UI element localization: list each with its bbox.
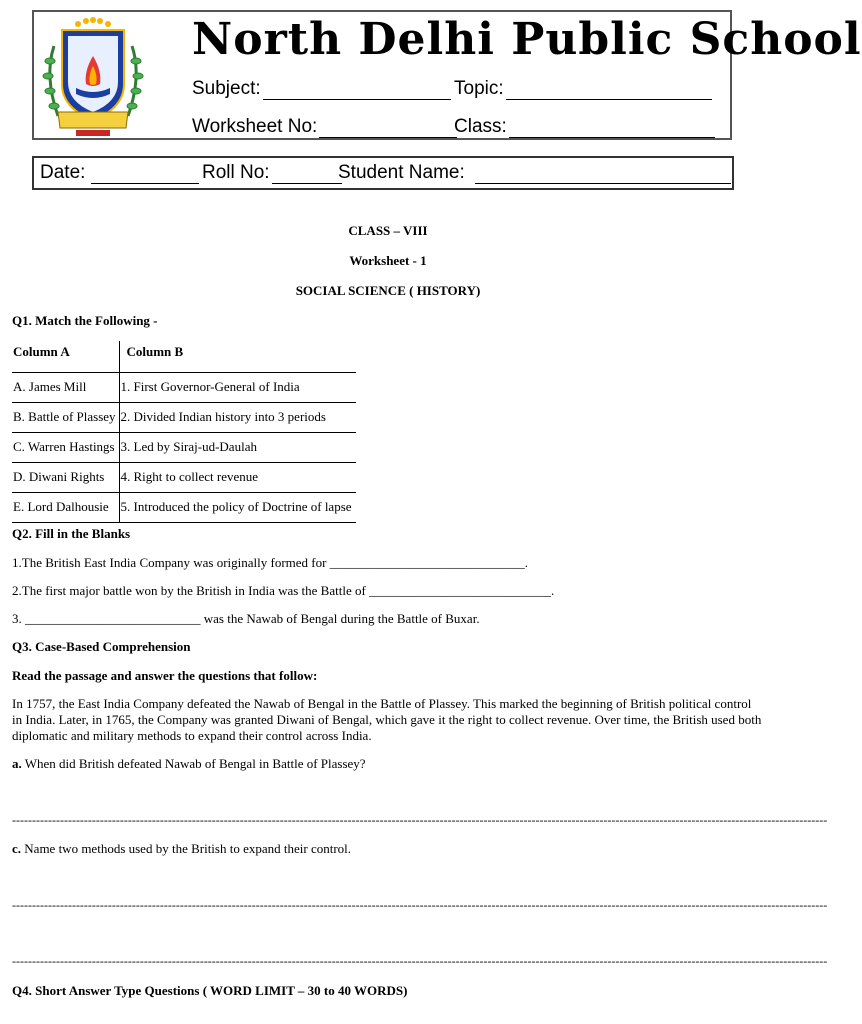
match-header-row xyxy=(12,341,356,372)
date-label: Date: xyxy=(40,162,86,183)
column-b-cell: 5. Introduced the policy of Doctrine of lapse xyxy=(119,492,356,522)
class-blank[interactable] xyxy=(509,119,715,138)
q2-heading: Q2. Fill in the Blanks xyxy=(12,526,131,541)
q3-question-c-label: c. xyxy=(12,841,22,856)
column-a-cell: E. Lord Dalhousie xyxy=(12,492,119,522)
column-a-cell: A. James Mill xyxy=(12,372,119,402)
fill-blank-item: 2.The first major battle won by the British in India was the Battle of ____________________________. xyxy=(12,583,555,598)
q3-question-a xyxy=(12,756,366,772)
table-row xyxy=(12,462,356,492)
match-table xyxy=(12,341,356,523)
table-row xyxy=(12,432,356,462)
subject-label: Subject: xyxy=(192,78,261,99)
worksheet-field[interactable] xyxy=(192,116,457,138)
column-b-cell: 2. Divided Indian history into 3 periods xyxy=(119,402,356,432)
header-box xyxy=(32,10,862,140)
subject-field[interactable] xyxy=(192,78,451,100)
class-label: Class: xyxy=(454,116,507,137)
roll-blank[interactable] xyxy=(272,165,342,184)
column-a-header: Column A xyxy=(12,341,119,372)
answer-line[interactable]: ------------------------------------------------------------------------------------------------------------------------------------------------------------------------------------------------------------ xyxy=(12,954,828,968)
subject-blank[interactable] xyxy=(263,81,451,100)
q3-passage: In 1757, the East India Company defeated the Nawab of Bengal in the Battle of Plassey. This marked the beginning of British political control in India. Later, in 1765, the Company was granted Diwani of Bengal, which gave it the right to collect revenue. Over time, the British used both diplomatic and military methods to expand their control across India. xyxy=(12,696,762,743)
answer-line[interactable]: ------------------------------------------------------------------------------------------------------------------------------------------------------------------------------------------------------------ xyxy=(12,813,828,827)
student-name-field[interactable] xyxy=(338,162,731,184)
q3-question-c-text: Name two methods used by the British to expand their control. xyxy=(24,841,352,856)
class-title: CLASS – VIII xyxy=(348,223,428,238)
worksheet-blank[interactable] xyxy=(319,119,457,138)
worksheet-label: Worksheet No: xyxy=(192,116,318,137)
date-field[interactable] xyxy=(40,162,199,184)
school-logo-icon xyxy=(40,16,146,138)
column-b-cell: 1. First Governor-General of India xyxy=(119,372,356,402)
worksheet-title: Worksheet - 1 xyxy=(349,253,427,268)
column-b-cell: 4. Right to collect revenue xyxy=(119,462,356,492)
student-name-blank[interactable] xyxy=(475,165,731,184)
student-info-box xyxy=(32,156,734,190)
fill-blank-item: 3. ___________________________ was the Nawab of Bengal during the Battle of Buxar. xyxy=(12,611,480,626)
q3-question-c xyxy=(12,841,351,857)
column-a-cell: C. Warren Hastings xyxy=(12,432,119,462)
school-name: North Delhi Public School xyxy=(192,14,862,65)
q4-heading: Q4. Short Answer Type Questions ( WORD LIMIT – 30 to 40 WORDS) xyxy=(12,983,408,998)
column-a-cell: D. Diwani Rights xyxy=(12,462,119,492)
q3-instruction: Read the passage and answer the questions that follow: xyxy=(12,668,318,683)
roll-label: Roll No: xyxy=(202,162,270,183)
column-a-cell: B. Battle of Plassey xyxy=(12,402,119,432)
column-b-header: Column B xyxy=(126,344,184,359)
date-blank[interactable] xyxy=(91,165,199,184)
q3-question-a-label: a. xyxy=(12,756,22,771)
student-name-label: Student Name: xyxy=(338,162,465,183)
answer-line[interactable]: ------------------------------------------------------------------------------------------------------------------------------------------------------------------------------------------------------------ xyxy=(12,898,828,912)
table-row xyxy=(12,372,356,402)
topic-blank[interactable] xyxy=(506,81,712,100)
q1-heading: Q1. Match the Following - xyxy=(12,313,158,328)
fill-blank-item: 1.The British East India Company was originally formed for ______________________________. xyxy=(12,555,528,570)
subject-title: SOCIAL SCIENCE ( HISTORY) xyxy=(295,283,481,298)
table-row xyxy=(12,492,356,522)
column-b-cell: 3. Led by Siraj-ud-Daulah xyxy=(119,432,356,462)
q3-heading: Q3. Case-Based Comprehension xyxy=(12,639,191,654)
q3-question-a-text: When did British defeated Nawab of Bengal in Battle of Plassey? xyxy=(24,756,366,771)
roll-field[interactable] xyxy=(202,162,342,184)
class-field[interactable] xyxy=(454,116,715,138)
topic-label: Topic: xyxy=(454,78,504,99)
topic-field[interactable] xyxy=(454,78,712,100)
table-row xyxy=(12,402,356,432)
